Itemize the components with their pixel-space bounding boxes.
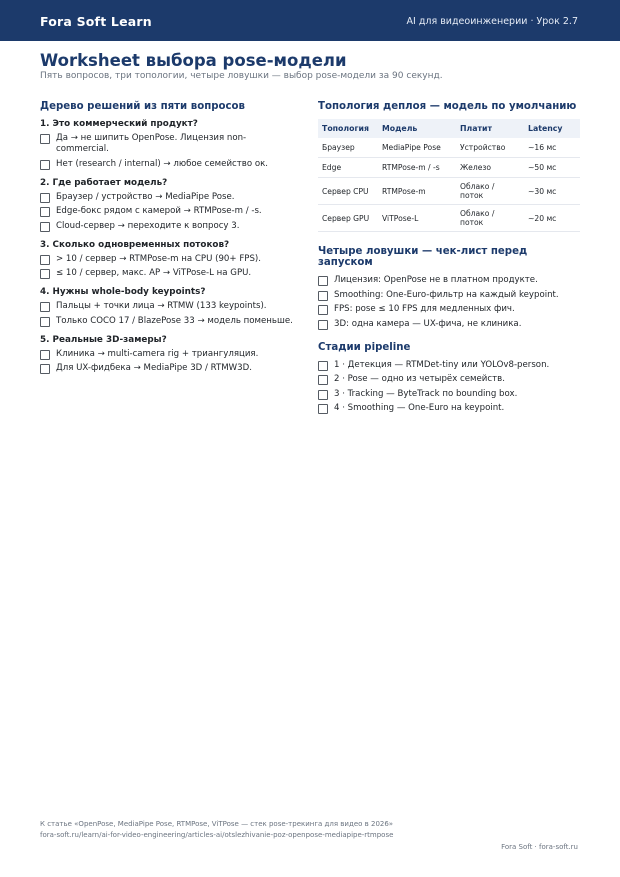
question-title: 1. Это коммерческий продукт?	[40, 119, 198, 129]
checkbox[interactable]	[318, 305, 328, 315]
checklist-item	[318, 374, 580, 385]
question-title: 4. Нужны whole-body keypoints?	[40, 287, 206, 297]
column-header: Latency	[524, 119, 580, 138]
table-cell: Железо	[456, 158, 524, 178]
table-cell: ~30 мс	[524, 178, 580, 205]
checklist-item	[40, 301, 302, 312]
checkbox[interactable]	[40, 160, 50, 170]
checklist-item	[40, 221, 302, 232]
checklist-item-label: Только COCO 17 / BlazePose 33 → модель поменьше.	[56, 315, 293, 326]
question-title: 3. Сколько одновременных потоков?	[40, 239, 230, 250]
checkbox[interactable]	[40, 350, 50, 360]
checklist-item	[40, 192, 302, 203]
table-cell: Edge	[318, 158, 378, 178]
checklist-item-label: Лицензия: OpenPose не в платном продукте.	[334, 275, 538, 285]
checkbox[interactable]	[40, 317, 50, 327]
checkbox[interactable]	[318, 320, 328, 330]
checkbox[interactable]	[318, 361, 328, 371]
column-header: Платит	[456, 119, 524, 138]
page-title: Worksheet выбора pose-модели	[40, 51, 347, 70]
lesson-label: AI для видеоинженерии · Урок 2.7	[406, 16, 578, 27]
checkbox[interactable]	[318, 375, 328, 385]
checkbox[interactable]	[40, 134, 50, 144]
checklist-item-label: Нет (research / internal) → любое семейство ок.	[56, 158, 269, 169]
topology-heading: Топология деплоя — модель по умолчанию	[318, 101, 577, 112]
checklist-item-label: Для UX-фидбека → MediaPipe 3D / RTMW3D.	[56, 363, 252, 373]
table-cell: ViTPose-L	[378, 205, 456, 232]
checkbox[interactable]	[318, 404, 328, 414]
table-header-row	[318, 119, 580, 138]
checklist-item	[318, 360, 580, 371]
footer-article-reference: К статье «OpenPose, MediaPipe Pose, RTMPose, ViTPose — стек pose-трекинга для видео в 2026»	[40, 820, 394, 828]
decision-tree-section	[40, 101, 302, 382]
checkbox[interactable]	[40, 255, 50, 265]
checklist-item-label: Edge-бокс рядом с камерой → RTMPose-m / -s.	[56, 206, 262, 216]
question-block	[40, 178, 302, 232]
table-cell: Облако / поток	[456, 205, 524, 232]
checklist-item	[318, 304, 580, 315]
checklist-item-label: Клиника → multi-camera rig + триангуляция.	[56, 348, 259, 359]
footer-site-credit: Fora Soft · fora-soft.ru	[501, 843, 578, 851]
checkbox[interactable]	[40, 269, 50, 279]
table-cell: Сервер CPU	[318, 178, 378, 205]
table-cell: RTMPose-m / -s	[378, 158, 456, 178]
checkbox[interactable]	[318, 276, 328, 286]
checklist-item	[40, 133, 302, 155]
checklist-item	[318, 319, 580, 330]
checkbox[interactable]	[318, 390, 328, 400]
table-cell: Устройство	[456, 138, 524, 158]
checklist-item	[40, 206, 302, 217]
checklist-item-label: 2 · Pose — одно из четырёх семейств.	[334, 374, 505, 384]
question-block	[40, 119, 302, 170]
checkbox[interactable]	[318, 291, 328, 301]
table-cell: RTMPose-m	[378, 178, 456, 205]
checklist-item-label: Пальцы + точки лица → RTMW (133 keypoints).	[56, 301, 267, 311]
checkbox[interactable]	[40, 302, 50, 312]
checkbox[interactable]	[40, 364, 50, 374]
question-block	[40, 287, 302, 327]
checklist-item	[40, 349, 302, 360]
table-row	[318, 158, 580, 178]
checklist-item	[318, 389, 580, 400]
checklist-item-label: Cloud-сервер → переходите к вопросу 3.	[56, 220, 240, 231]
question-title: 5. Реальные 3D-замеры?	[40, 334, 167, 345]
traps-heading: Четыре ловушки — чек-лист перед запуском	[318, 246, 528, 268]
table-cell: Браузер	[318, 138, 378, 158]
checklist-item-label: FPS: pose ≤ 10 FPS для медленных фич.	[334, 304, 515, 314]
question-block	[40, 335, 302, 375]
checklist-item	[40, 316, 302, 327]
table-cell: MediaPipe Pose	[378, 138, 456, 158]
checklist-item-label: Да → не шипить OpenPose. Лицензия non-commercial.	[56, 133, 247, 154]
header-bar	[0, 0, 620, 41]
checkbox[interactable]	[40, 193, 50, 203]
checklist-item	[318, 403, 580, 414]
stages-checklist	[318, 360, 580, 415]
footer-article-url[interactable]: fora-soft.ru/learn/ai-for-video-engineering/articles-ai/otslezhivanie-poz-openpose-mediapipe-rtmpose	[40, 831, 394, 839]
table-cell: ~16 мс	[524, 138, 580, 158]
column-header: Топология	[318, 119, 378, 138]
checklist-item	[318, 290, 580, 301]
checklist-item-label: Smoothing: One-Euro-фильтр на каждый keypoint.	[334, 289, 559, 300]
checklist-item	[318, 275, 580, 286]
topology-table	[318, 119, 580, 232]
table-row	[318, 138, 580, 158]
deploy-section	[318, 101, 580, 418]
table-cell: Сервер GPU	[318, 205, 378, 232]
column-header: Модель	[378, 119, 456, 138]
table-cell: ~50 мс	[524, 158, 580, 178]
question-title: 2. Где работает модель?	[40, 177, 168, 188]
checklist-item-label: Браузер / устройство → MediaPipe Pose.	[56, 191, 235, 202]
page-subtitle: Пять вопросов, три топологии, четыре ловушки — выбор pose-модели за 90 секунд.	[40, 71, 443, 81]
brand-logo-text: Fora Soft Learn	[40, 14, 152, 29]
checklist-item	[40, 363, 302, 374]
checklist-item-label: > 10 / сервер → RTMPose-m на CPU (90+ FPS).	[56, 253, 261, 264]
question-block	[40, 240, 302, 280]
checklist-item-label: 1 · Детекция — RTMDet-tiny или YOLOv8-person.	[334, 359, 550, 370]
table-cell: ~20 мс	[524, 205, 580, 232]
table-row	[318, 205, 580, 232]
decision-tree-heading: Дерево решений из пяти вопросов	[40, 101, 246, 112]
checklist-item	[40, 254, 302, 265]
checklist-item-label: ≤ 10 / сервер, макс. AP → ViTPose-L на GPU.	[56, 268, 252, 278]
checklist-item	[40, 268, 302, 279]
checklist-item	[40, 159, 302, 170]
checkbox[interactable]	[40, 207, 50, 217]
checklist-item-label: 3D: одна камера — UX-фича, не клиника.	[334, 318, 522, 329]
table-row	[318, 178, 580, 205]
checkbox[interactable]	[40, 222, 50, 232]
traps-checklist	[318, 275, 580, 330]
table-cell: Облако / поток	[456, 178, 524, 205]
checklist-item-label: 4 · Smoothing — One-Euro на keypoint.	[334, 403, 505, 413]
checklist-item-label: 3 · Tracking — ByteTrack по bounding box.	[334, 388, 518, 399]
stages-heading: Стадии pipeline	[318, 341, 411, 353]
